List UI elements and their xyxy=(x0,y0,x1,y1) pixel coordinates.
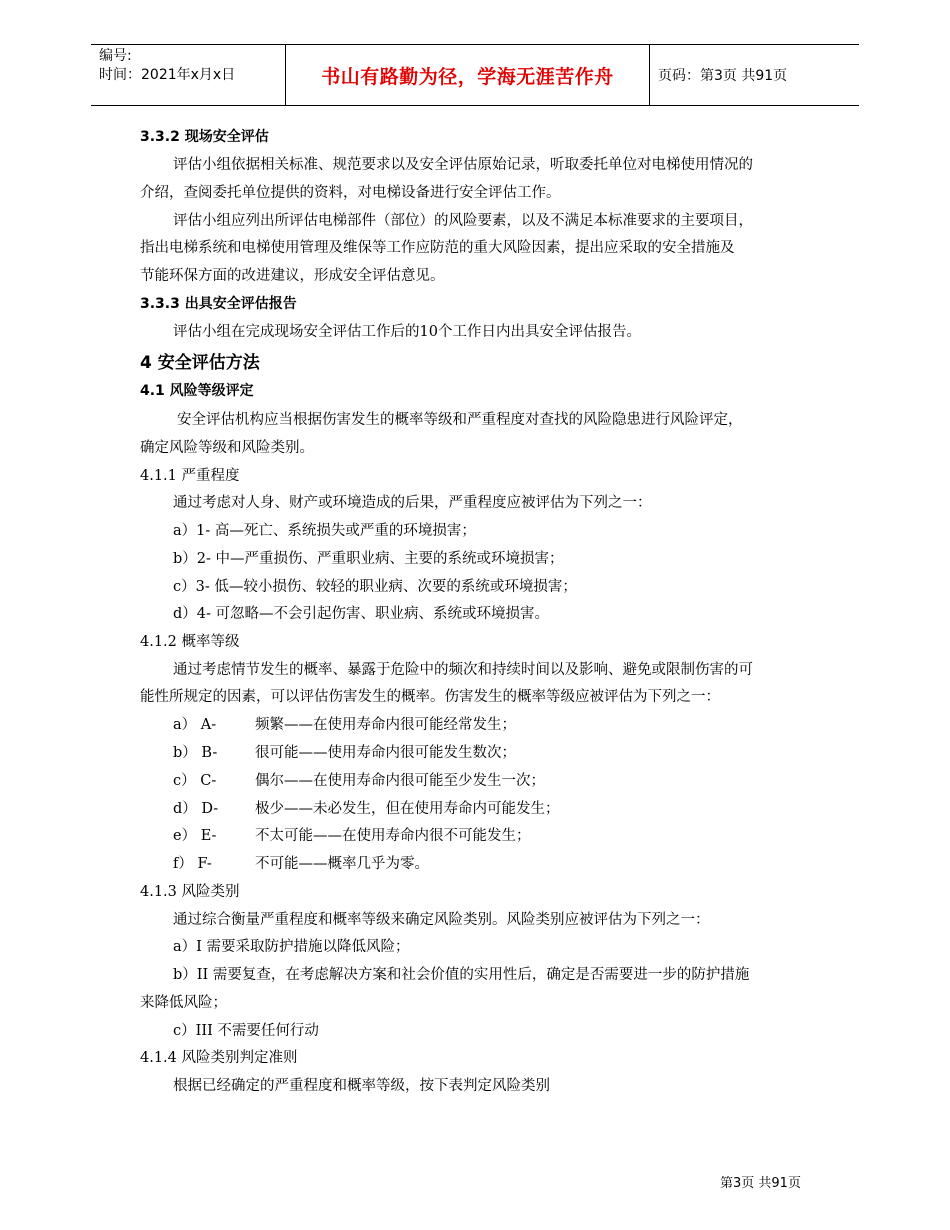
list-item: a）1- 高—死亡、系统损失或严重的环境损害； xyxy=(173,523,476,539)
page-footer: 第3页 共91页 xyxy=(720,1176,801,1191)
list-item-text: 频繁——在使用寿命内很可能经常发生； xyxy=(255,717,516,733)
list-item-mark: f） F- xyxy=(173,856,212,872)
paragraph-line: 来降低风险； xyxy=(140,995,227,1011)
page-header xyxy=(91,44,859,106)
list-item: a）I 需要采取防护措施以降低风险； xyxy=(173,939,410,955)
list-item xyxy=(173,797,560,818)
list-item-text: 很可能——使用寿命内很可能发生数次； xyxy=(255,745,516,761)
header-time: 时间：2021年x月x日 xyxy=(99,67,236,83)
paragraph-line: 确定风险等级和风险类别。 xyxy=(140,440,314,456)
section-title-3-3-3: 3.3.3 出具安全评估报告 xyxy=(140,296,297,312)
list-item xyxy=(173,852,429,873)
paragraph-line: 安全评估机构应当根据伤害发生的概率等级和严重程度对查找的风险隐患进行风险评定， xyxy=(177,412,743,428)
section-title-4: 4 安全评估方法 xyxy=(140,353,260,373)
list-item-mark: e） E- xyxy=(173,828,217,844)
list-item-text: 偶尔——在使用寿命内很可能至少发生一次； xyxy=(255,773,545,789)
header-motto: 书山有路勤为径，学海无涯苦作舟 xyxy=(286,45,650,105)
paragraph-line: 通过考虑对人身、财产或环境造成的后果，严重程度应被评估为下列之一： xyxy=(173,495,652,511)
section-title-4-1-2: 4.1.2 概率等级 xyxy=(140,634,240,650)
list-item-mark: c） C- xyxy=(173,773,217,789)
section-title-4-1-4: 4.1.4 风险类别判定准则 xyxy=(140,1050,298,1066)
section-title-4-1-1: 4.1.1 严重程度 xyxy=(140,468,240,484)
paragraph-line: 通过综合衡量严重程度和概率等级来确定风险类别。风险类别应被评估为下列之一： xyxy=(173,912,710,928)
header-page: 页码：第3页 共91页 xyxy=(658,68,788,84)
list-item: c）3- 低—较小损伤、较轻的职业病、次要的系统或环境损害； xyxy=(173,579,577,595)
list-item-text: 极少——未必发生，但在使用寿命内可能发生； xyxy=(255,801,560,817)
header-meta xyxy=(91,45,286,105)
list-item xyxy=(173,741,516,762)
paragraph-line: 评估小组在完成现场安全评估工作后的10个工作日内出具安全评估报告。 xyxy=(173,324,641,340)
paragraph-line: 通过考虑情节发生的概率、暴露于危险中的频次和持续时间以及影响、避免或限制伤害的可 xyxy=(173,662,753,678)
section-title-3-3-2: 3.3.2 现场安全评估 xyxy=(140,129,269,145)
section-title-4-1-3: 4.1.3 风险类别 xyxy=(140,884,240,900)
paragraph-line: 根据已经确定的严重程度和概率等级，按下表判定风险类别 xyxy=(173,1078,550,1094)
list-item-mark: d） D- xyxy=(173,801,219,817)
list-item: d）4- 可忽略—不会引起伤害、职业病、系统或环境损害。 xyxy=(173,606,550,622)
paragraph-line: 指出电梯系统和电梯使用管理及维保等工作应防范的重大风险因素，提出应采取的安全措施及 xyxy=(140,240,735,256)
paragraph-line: 评估小组依据相关标准、规范要求以及安全评估原始记录，听取委托单位对电梯使用情况的 xyxy=(173,157,753,173)
header-number: 编号: xyxy=(99,48,132,64)
paragraph-line: 能性所规定的因素，可以评估伤害发生的概率。伤害发生的概率等级应被评估为下列之一： xyxy=(140,689,720,705)
list-item xyxy=(173,769,545,790)
list-item xyxy=(173,713,516,734)
list-item: b）II 需要复查，在考虑解决方案和社会价值的实用性后，确定是否需要进一步的防护措施 xyxy=(173,967,750,983)
list-item: c）III 不需要任何行动 xyxy=(173,1023,319,1039)
list-item xyxy=(173,824,531,845)
list-item: b）2- 中—严重损伤、严重职业病、主要的系统或环境损害； xyxy=(173,551,564,567)
paragraph-line: 节能环保方面的改进建议，形成安全评估意见。 xyxy=(140,268,445,284)
list-item-text: 不可能——概率几乎为零。 xyxy=(255,856,429,872)
list-item-mark: a） A- xyxy=(173,717,217,733)
list-item-text: 不太可能——在使用寿命内很不可能发生； xyxy=(255,828,531,844)
section-title-4-1: 4.1 风险等级评定 xyxy=(140,383,254,399)
paragraph-line: 评估小组应列出所评估电梯部件（部位）的风险要素，以及不满足本标准要求的主要项目， xyxy=(173,213,753,229)
list-item-mark: b） B- xyxy=(173,745,218,761)
paragraph-line: 介绍，查阅委托单位提供的资料，对电梯设备进行安全评估工作。 xyxy=(140,185,561,201)
